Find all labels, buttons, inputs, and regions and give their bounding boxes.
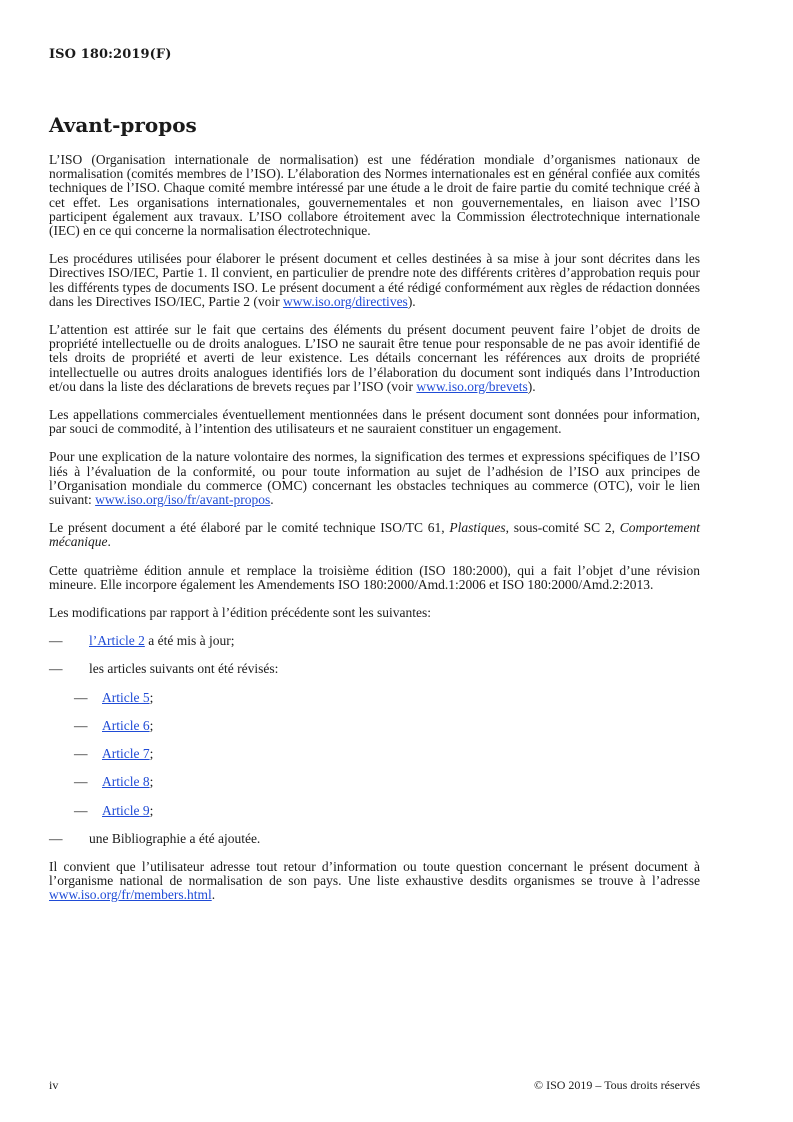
em-dash: — [74, 717, 88, 733]
paragraph-patents: L’attention est attirée sur le fait que certains des éléments du présent document peuvent faire l’objet de droits de propriété intellectuelle ou de droits analogues. L’ISO ne saurait être tenue pour responsable de ne pas avoir identifié de tels droits de propriété et averti de leur existence. Les détails concernant les références aux droits de propriété intellectuelle ou autres droits analogues identifiés lors de l’élaboration du document sont indiqués dans l’Introduction et/ou dans la liste des déclarations de brevets reçues par l’ISO (voir www.iso.org/brevets). [49, 322, 700, 394]
paragraph-procedures: Les procédures utilisées pour élaborer le présent document et celles destinées à sa mise à jour sont décrites dans les Directives ISO/IEC, Partie 1. Il convient, en particulier de prendre note des différents critères d’approbation requis pour les différents types de documents ISO. Le présent document a été rédigé conformément aux règles de rédaction données dans les Directives ISO/IEC, Partie 2 (voir www.iso.org/directives). [49, 251, 700, 309]
directives-link[interactable]: www.iso.org/directives [282, 293, 408, 309]
sub-list-item: — Article 6; [74, 717, 154, 733]
sub-list-item: — Article 9; [74, 802, 154, 818]
em-dash: — [49, 830, 63, 846]
em-dash: — [74, 774, 88, 790]
paragraph-iso-intro: L’ISO (Organisation internationale de normalisation) est une fédération mondiale d’organismes nationaux de normalisation (comités membres de l’ISO). L’élaboration des Normes internationales est en général confiée aux comités techniques de l’ISO. Chaque comité membre intéressé par une étude a le droit de faire partie du comité technique créé à cet effet. Les organisations internationales, gouvernementales et non gouvernementales, en liaison avec l’ISO participent également aux travaux. L’ISO collabore étroitement avec la Commission électrotechnique internationale (IEC) en ce qui concerne la normalisation électrotechnique. [49, 152, 700, 239]
em-dash: — [74, 746, 88, 762]
paragraph-edition: Cette quatrième édition annule et remplace la troisième édition (ISO 180:2000), qui a fait l’objet d’une révision mineure. Elle incorpore également les Amendements ISO 180:2000/Amd.1:2006 et ISO 180:2000/Amd.2:2013. [49, 562, 700, 592]
patents-link[interactable]: www.iso.org/brevets [416, 378, 528, 394]
em-dash: — [74, 802, 88, 818]
copyright-notice: © ISO 2019 – Tous droits réservés [533, 1078, 700, 1092]
list-item: — l’Article 2 a été mis à jour; [49, 633, 235, 649]
sub-list-item: — Article 7; [74, 746, 154, 762]
sub-list-item: — Article 8; [74, 774, 154, 790]
page-title: Avant-propos [49, 113, 197, 137]
list-item: — les articles suivants ont été révisés: [49, 661, 279, 677]
article-2-link[interactable]: l’Article 2 [89, 633, 145, 649]
article-6-link[interactable]: Article 6 [102, 717, 150, 733]
paragraph-feedback: Il convient que l’utilisateur adresse tout retour d’information ou toute question concernant le présent document à l’organisme national de normalisation de son pays. Une liste exhaustive desdits organismes se trouve à l’adresse www.iso.org/fr/members.html. [49, 858, 700, 903]
foreword-body [49, 153, 700, 917]
sub-list-item: — Article 5; [74, 689, 154, 705]
em-dash: — [49, 633, 63, 649]
article-9-link[interactable]: Article 9 [102, 802, 150, 818]
article-5-link[interactable]: Article 5 [102, 689, 150, 705]
em-dash: — [74, 689, 88, 705]
paragraph-changes-intro: Les modifications par rapport à l’édition précédente sont les suivantes: [49, 605, 432, 621]
foreword-info-link[interactable]: www.iso.org/iso/fr/avant-propos [95, 492, 271, 508]
page-number: iv [49, 1078, 59, 1092]
members-link[interactable]: www.iso.org/fr/members.html [49, 887, 212, 903]
paragraph-voluntary-nature: Pour une explication de la nature volontaire des normes, la signification des termes et expressions spécifiques de l’ISO liés à l’évaluation de la conformité, ou pour toute information au sujet de l’adhésion de l’ISO aux principes de l’Organisation mondiale du commerce (OMC) concernant les obstacles techniques au commerce (OTC), voir le lien suivant: www.iso.org/iso/fr/avant-propos. [49, 449, 700, 508]
article-7-link[interactable]: Article 7 [102, 746, 150, 762]
em-dash: — [49, 661, 63, 677]
list-item: — une Bibliographie a été ajoutée. [49, 830, 261, 846]
paragraph-trade-names: Les appellations commerciales éventuellement mentionnées dans le présent document sont données pour information, par souci de commodité, à l’intention des utilisateurs et ne sauraient constituer un engagement. [49, 407, 700, 437]
document-id-header: ISO 180:2019(F) [49, 47, 172, 62]
article-8-link[interactable]: Article 8 [102, 774, 150, 790]
paragraph-committee: Le présent document a été élaboré par le comité technique ISO/TC 61, Plastiques, sous-comité SC 2, Comportement mécanique. [49, 520, 700, 550]
